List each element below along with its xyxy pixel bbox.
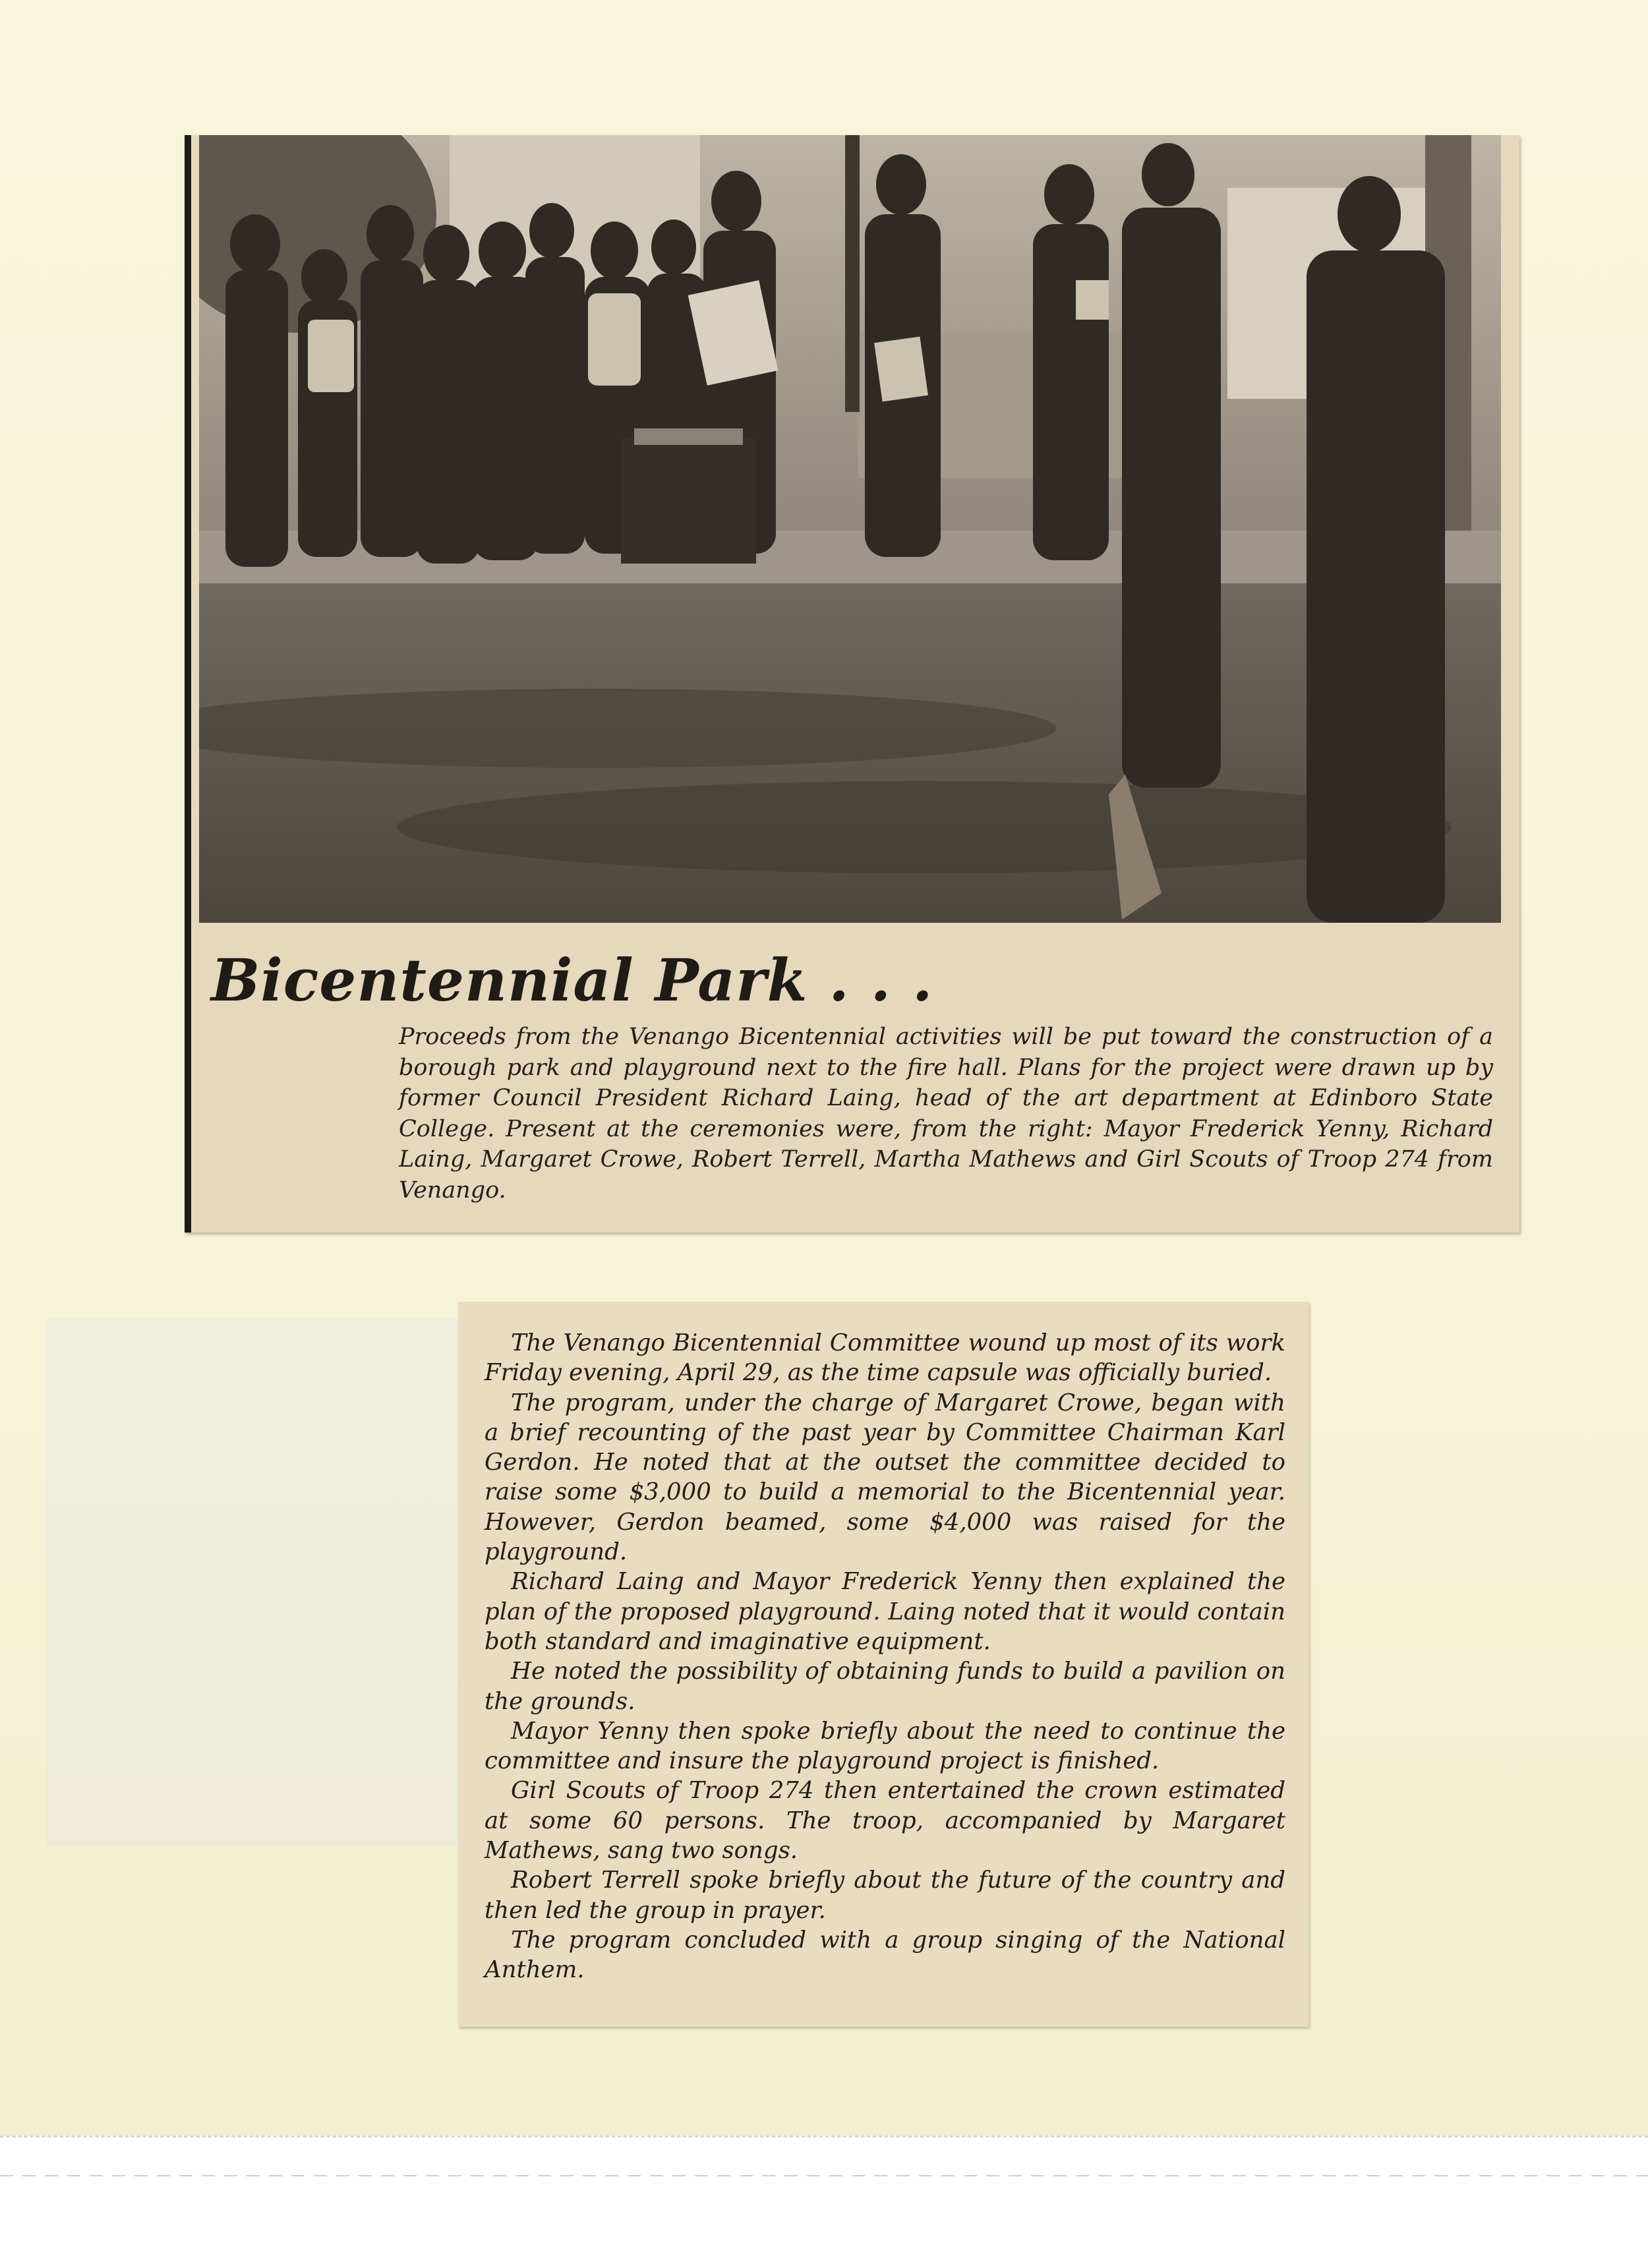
ceremony-photo	[199, 135, 1501, 923]
article-paragraph: The program, under the charge of Margaret Crowe, began with a brief recounting of the past year by Committee Chairman Karl Gerdon. He noted that at the outset the committee decided to raise some $3,000 to build a memorial to the Bicentennial year. However, Gerdon beamed, some $4,000 was raised for the playground.	[485, 1389, 1285, 1566]
article-body	[485, 1328, 1285, 1985]
photo-clipping	[185, 135, 1519, 1233]
article-paragraph: He noted the possibility of obtaining funds to build a pavilion on the grounds.	[485, 1658, 1285, 1715]
page-protector-edge	[0, 2136, 1648, 2268]
article-paragraph: Richard Laing and Mayor Frederick Yenny then explained the plan of the proposed playground. Laing noted that it would contain both standard and imaginative equipment.	[485, 1568, 1285, 1655]
article-paragraph: Girl Scouts of Troop 274 then entertained the crown estimated at some 60 persons. The troop, accompanied by Margaret Mathews, sang two songs.	[485, 1777, 1285, 1865]
article-paragraph: Robert Terrell spoke briefly about the future of the country and then led the group in prayer.	[485, 1867, 1285, 1924]
photo-caption: Proceeds from the Venango Bicentennial activities will be put toward the construction of a borough park and playground next to the fire hall. Plans for the project were drawn up by former Council President Richard Laing, head of the art department at Edinboro State College. Present at the ceremonies were, from the right: Mayor Frederick Yenny, Richard Laing, Margaret Crowe, Robert Terrell, Martha Mathews and Girl Scouts of Troop 274 from Venango.	[399, 1024, 1493, 1204]
background-bleed-through	[46, 1318, 468, 1846]
article-paragraph: Mayor Yenny then spoke briefly about the need to continue the committee and insure the playground project is finished.	[485, 1717, 1285, 1775]
page-protector-seam	[0, 2175, 1648, 2176]
article-clipping	[458, 1302, 1309, 2027]
article-paragraph: The Venango Bicentennial Committee wound up most of its work Friday evening, April 29, as the time capsule was officially buried.	[485, 1329, 1285, 1387]
headline: Bicentennial Park . . .	[211, 946, 933, 1014]
article-paragraph: The program concluded with a group singing of the National Anthem.	[485, 1926, 1285, 1984]
ceremony-photo-image	[199, 135, 1501, 923]
